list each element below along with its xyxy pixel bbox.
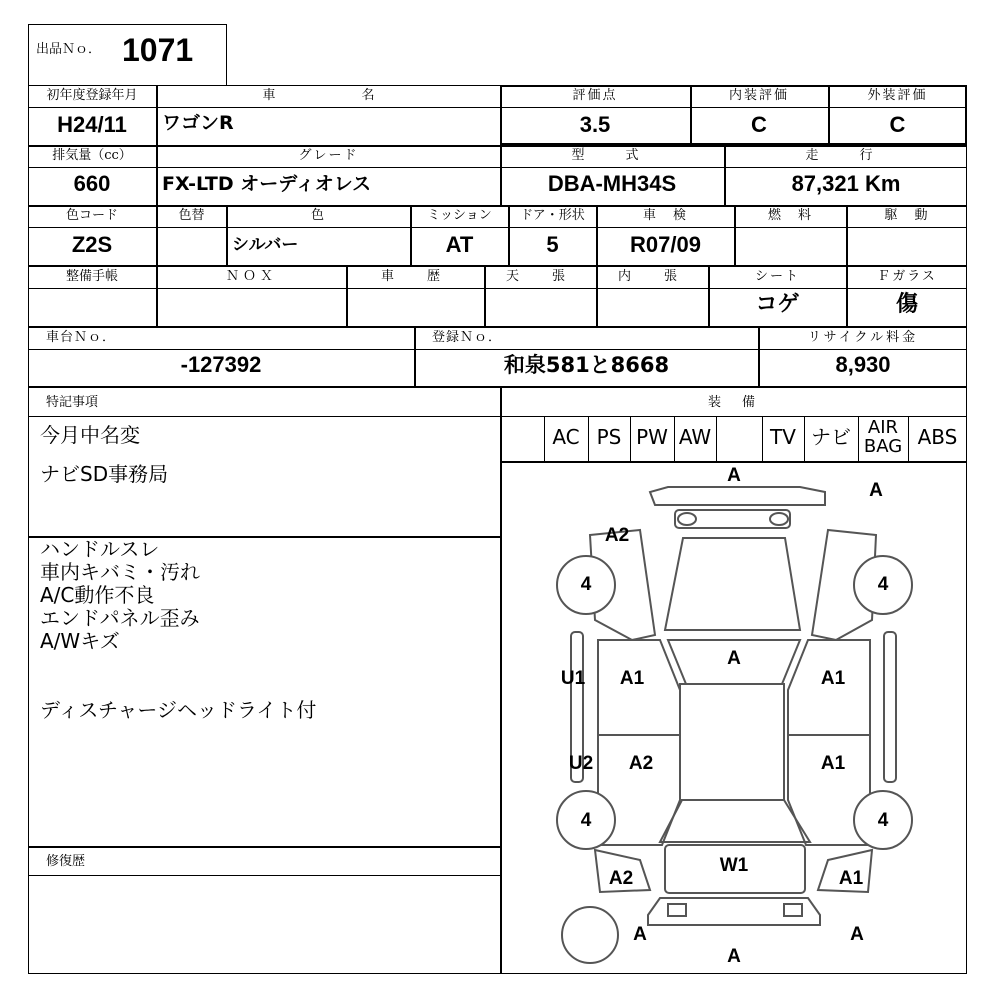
equip-abs: ABS — [917, 425, 958, 449]
damage-mark: A — [727, 648, 741, 669]
first-reg-label: 初年度登録年月 — [46, 88, 138, 103]
maintenance-label: 整備手帳 — [65, 269, 118, 284]
damage-mark: A — [850, 924, 864, 945]
displacement-label: 排気量（cc） — [52, 148, 132, 163]
mileage-label: 走 行 — [805, 148, 887, 163]
interior-label: 内装評価 — [728, 88, 789, 103]
damage-mark: 4 — [580, 574, 592, 595]
fuel-label: 燃 料 — [767, 208, 813, 223]
note-line: A/Wキズ — [40, 629, 120, 653]
car-name-value: ワゴンR — [162, 112, 234, 134]
damage-mark: A2 — [608, 868, 634, 889]
damage-mark: A — [869, 480, 883, 501]
mission-value: AT — [445, 232, 474, 257]
damage-mark: W1 — [719, 855, 749, 876]
drive-label: 駆 動 — [884, 208, 930, 223]
door-value: 5 — [546, 232, 559, 257]
color-value: シルバー — [232, 235, 299, 255]
displacement-value: 660 — [73, 171, 111, 196]
grade-label: グレード — [298, 148, 359, 163]
equip-ac: AC — [552, 425, 580, 449]
note-line: エンドパネル歪み — [40, 606, 200, 630]
damage-mark: A2 — [628, 753, 654, 774]
equip-pw: PW — [636, 425, 668, 449]
damage-mark: A1 — [820, 668, 846, 689]
damage-mark: A1 — [619, 668, 645, 689]
damage-mark: U2 — [568, 753, 594, 774]
damage-mark: U1 — [560, 668, 586, 689]
inspection-label: 車 検 — [642, 208, 688, 223]
glass-label: Ｆガラス — [877, 269, 937, 284]
repaint-label: 色替 — [178, 208, 205, 223]
exterior-value: C — [889, 112, 906, 137]
damage-mark: A — [633, 924, 647, 945]
damage-mark: A2 — [604, 525, 630, 546]
roof-label: 天 張 — [505, 269, 575, 284]
color-code-label: 色コード — [65, 208, 118, 223]
note-line: A/C動作不良 — [40, 583, 155, 607]
damage-mark: A — [727, 946, 741, 967]
recycle-label: リサイクル料金 — [807, 330, 919, 345]
chassis-value: -127392 — [180, 352, 262, 377]
recycle-value: 8,930 — [835, 352, 891, 377]
door-label: ドア・形状 — [520, 208, 585, 223]
color-label: 色 — [310, 208, 326, 223]
damage-mark: A — [727, 465, 741, 486]
exterior-label: 外装評価 — [867, 88, 928, 103]
note-line: ナビSD事務局 — [40, 462, 169, 486]
seat-label: シート — [754, 269, 800, 284]
interior-value: C — [751, 112, 767, 137]
damage-mark: 4 — [877, 574, 889, 595]
regno-label: 登録Ｎｏ． — [432, 330, 503, 345]
regno-value: 和泉581と8668 — [503, 353, 670, 377]
note-line: 車内キバミ・汚れ — [40, 560, 200, 584]
inner-label: 内 張 — [617, 269, 687, 284]
notes-label: 特記事項 — [46, 395, 99, 410]
grade-value: FX-LTD オーディオレス — [162, 173, 372, 195]
seat-value: コゲ — [755, 292, 800, 317]
score-label: 評価点 — [572, 88, 618, 103]
nox-label: ＮＯＸ — [225, 269, 277, 284]
lot-number: 1071 — [122, 32, 194, 68]
mission-label: ミッション — [427, 208, 492, 223]
mileage-value: 87,321 Km — [791, 171, 901, 196]
note-line: 今月中名変 — [40, 423, 140, 447]
damage-mark: 4 — [877, 810, 889, 831]
equip-navi: ナビ — [811, 425, 851, 449]
lot-label: 出品Ｎｏ． — [36, 42, 102, 57]
equipment-label: 装 備 — [707, 395, 759, 410]
equip-airbag: AIR BAG — [863, 417, 903, 457]
car-name-label: 車 名 — [262, 88, 395, 103]
chassis-label: 車台Ｎｏ． — [46, 330, 117, 345]
glass-value: 傷 — [895, 292, 918, 317]
damage-mark: A1 — [820, 753, 846, 774]
score-value: 3.5 — [579, 112, 611, 137]
note-line: ハンドルスレ — [40, 537, 160, 561]
model-label: 型 式 — [571, 148, 653, 163]
equip-tv: TV — [770, 425, 796, 449]
repair-label: 修復歴 — [46, 854, 86, 869]
equip-aw: AW — [678, 425, 712, 449]
damage-mark: A1 — [838, 868, 864, 889]
first-reg-value: H24/11 — [57, 112, 127, 137]
inspection-value: R07/09 — [630, 232, 701, 257]
color-code-value: Z2S — [71, 232, 113, 257]
equip-ps: PS — [596, 425, 622, 449]
model-value: DBA-MH34S — [547, 171, 677, 196]
car-diagram — [501, 462, 966, 973]
history-label: 車 歴 — [380, 269, 450, 284]
note-line: ディスチャージヘッドライト付 — [40, 698, 317, 722]
damage-mark: 4 — [580, 810, 592, 831]
